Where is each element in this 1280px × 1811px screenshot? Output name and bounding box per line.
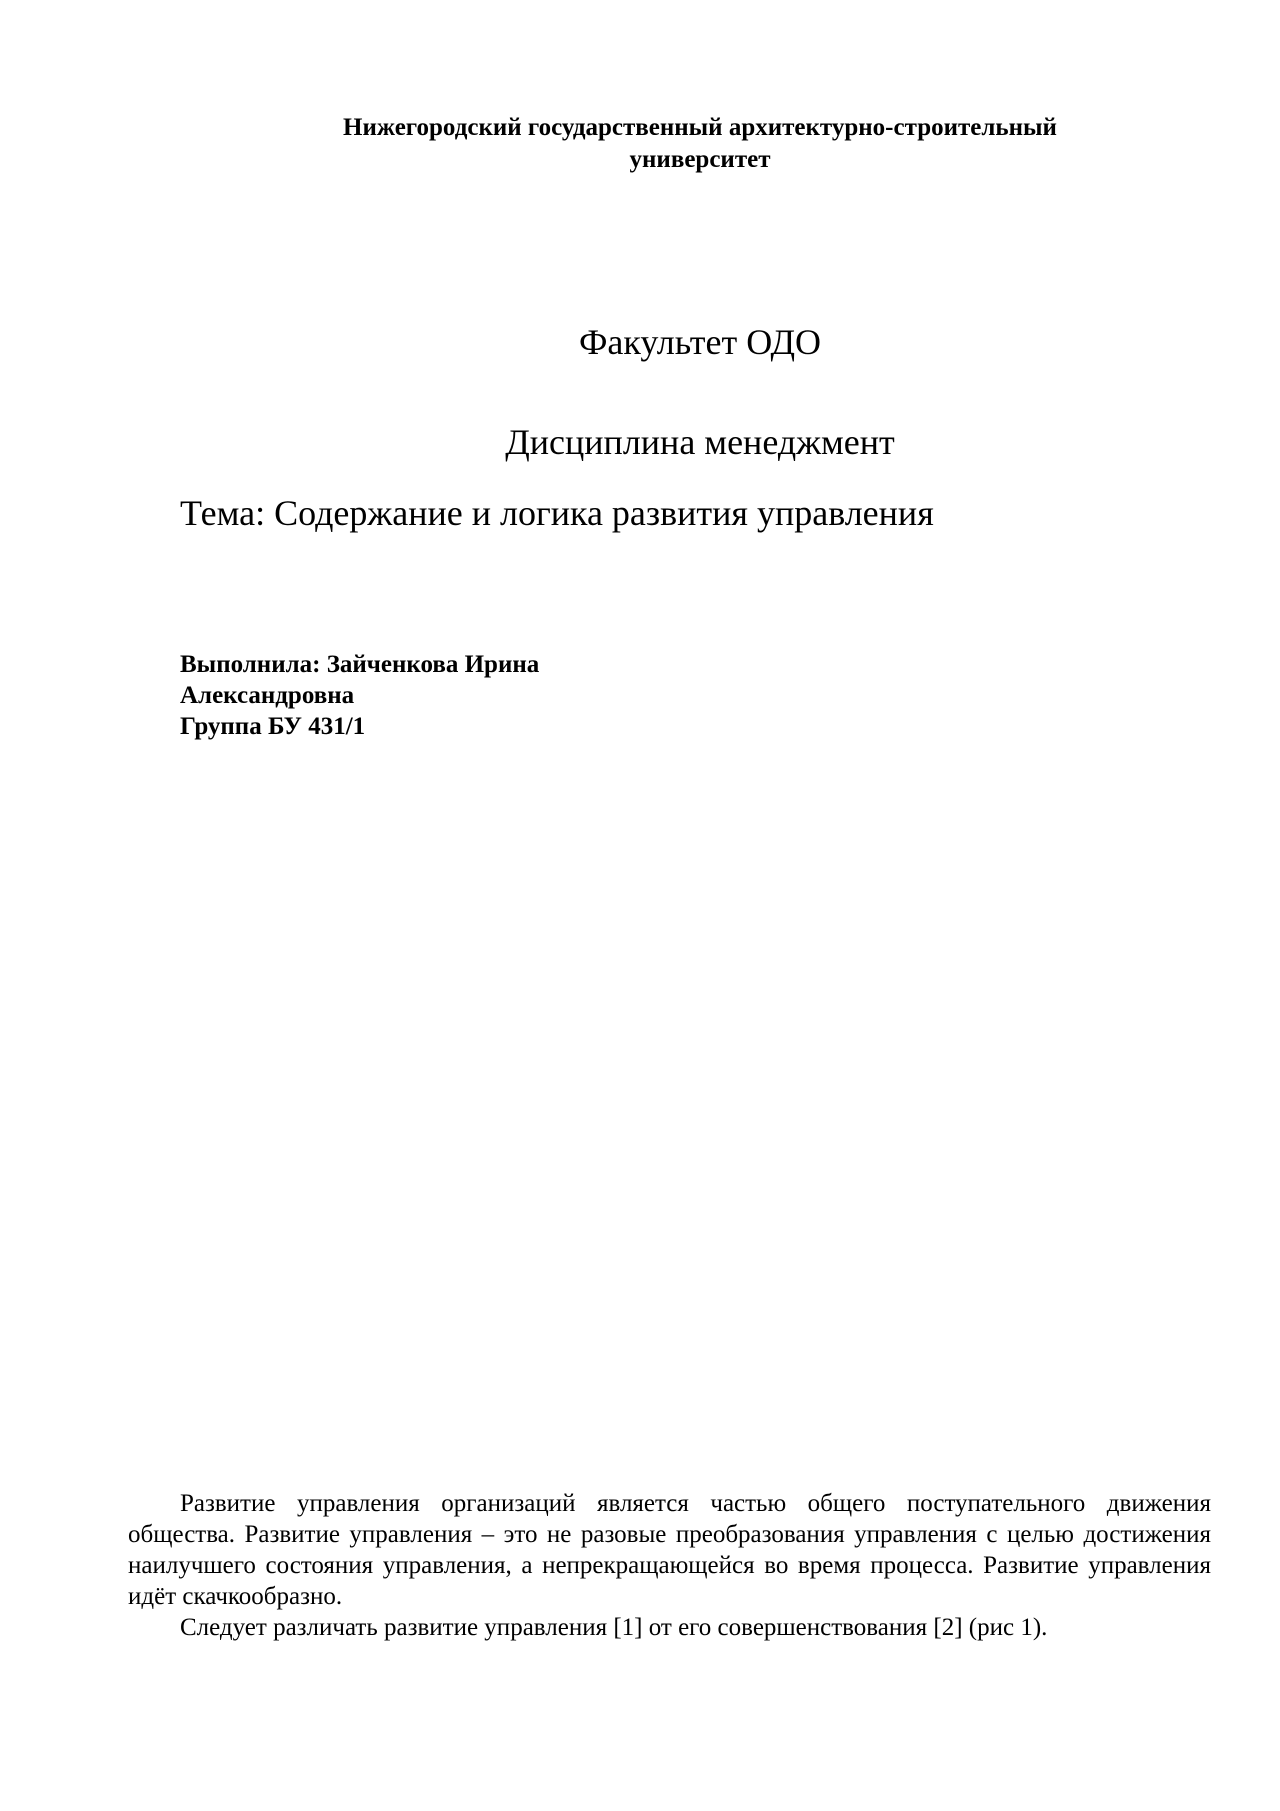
university-name-line1: Нижегородский государственный архитектурно-строительный [343, 114, 1057, 141]
performed-by-line2: Александровна [180, 682, 355, 709]
faculty-title: Факультет ОДО [578, 322, 822, 362]
topic-title: Тема: Содержание и логика развития управления [180, 493, 934, 533]
body-paragraph-2: Следует различать развитие управления [1] от его совершенствования [2] (рис 1). [180, 1614, 1048, 1641]
discipline-title: Дисциплина менеджмент [505, 422, 895, 462]
university-name [240, 112, 1160, 176]
group-label: Группа БУ 431/1 [180, 713, 366, 740]
author-block [180, 649, 740, 742]
university-name-line2: университет [629, 146, 771, 173]
body-paragraph-1: Развитие управления организаций является частью общего поступательного движения общества. Развитие управления – это не разовые преобразования управления с целью достижения наилучшего состояния управления, а непрекращающейся во время процесса. Развитие управления идёт скачкообразно. [128, 1490, 1211, 1610]
performed-by-line1: Выполнила: Зайченкова Ирина [180, 651, 540, 678]
body-text [128, 1488, 1211, 1643]
